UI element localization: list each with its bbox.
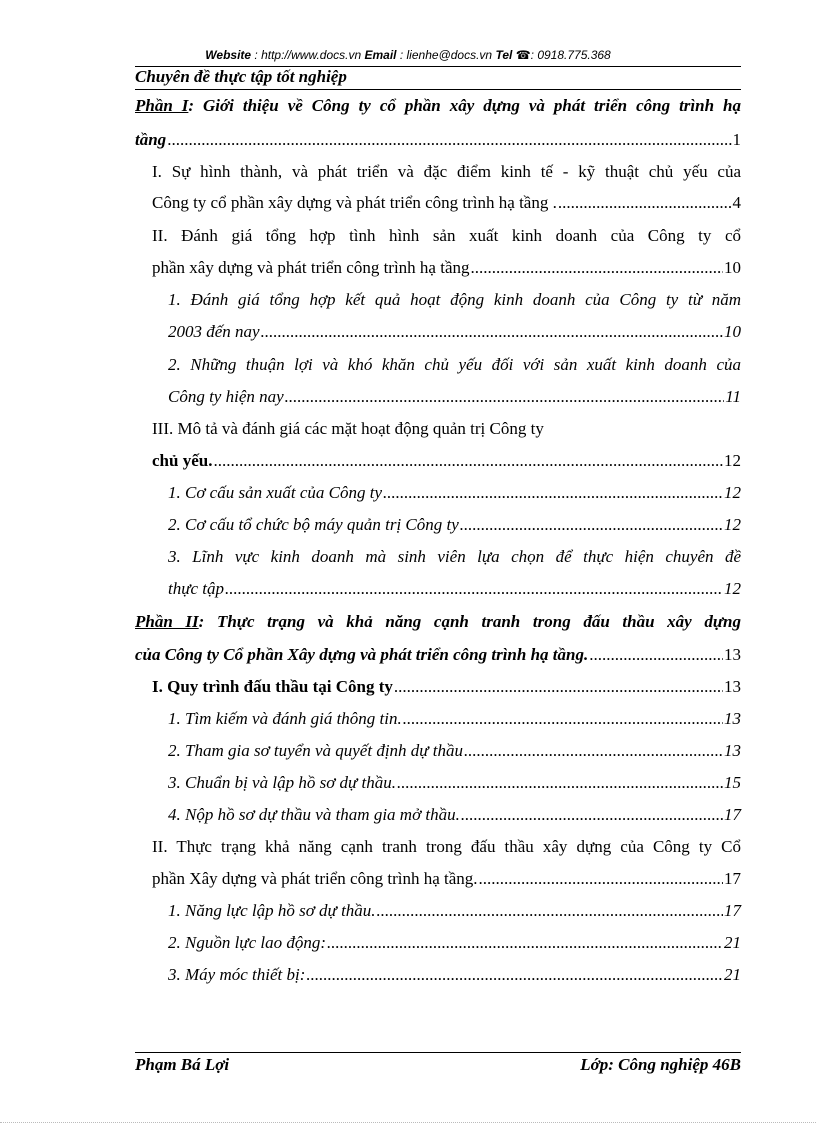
- phone-icon: ☎: [515, 48, 531, 62]
- toc-bidding-1-3[interactable]: 3. Chuẩn bị và lập hồ sơ dự thầu. ..... 15: [168, 769, 741, 797]
- tel-number: 0918.775.368: [537, 48, 611, 62]
- toc-section2-line1[interactable]: II. Đánh giá tổng hợp tình hình sản xuất kinh doanh của Công ty cổ: [152, 226, 741, 245]
- toc-section3-line1[interactable]: III. Mô tả và đánh giá các mặt hoạt động quản trị Công ty: [152, 419, 544, 438]
- toc-bidding-1-1[interactable]: 1. Tìm kiếm và đánh giá thông tin. ..... 13: [168, 705, 741, 733]
- toc-section2-2-line2[interactable]: Công ty hiện nay ..... 11: [168, 383, 741, 411]
- footer-author: Phạm Bá Lợi: [135, 1055, 230, 1074]
- header-contact-bar: Website : http://www.docs.vn Email : lienhe@docs.vn Tel ☎: 0918.775.368: [205, 48, 611, 62]
- toc-part2-line2[interactable]: của Công ty Cổ phần Xây dựng và phát triển công trình hạ tầng. ..... 13: [135, 641, 741, 669]
- toc-bidding-2-2[interactable]: 2. Nguồn lực lao động: ..... 21: [168, 929, 741, 957]
- toc-part1-line1[interactable]: Phần I: Giới thiệu về Công ty cổ phần xây dựng và phát triển công trình hạ: [135, 96, 741, 115]
- part1-prefix: Phần I: [135, 96, 189, 115]
- toc-bidding-1-2[interactable]: 2. Tham gia sơ tuyển và quyết định dự thầu ..... 13: [168, 737, 741, 765]
- toc-section2-line2[interactable]: phần xây dựng và phát triển công trình hạ tầng ..... 10: [152, 254, 741, 282]
- website-label: Website: [205, 48, 252, 62]
- toc-section3-2[interactable]: 2. Cơ cấu tổ chức bộ máy quản trị Công ty ..... 12: [168, 511, 741, 539]
- email-label: Email: [364, 48, 397, 62]
- website-link[interactable]: http://www.docs.vn: [261, 48, 362, 62]
- toc-bidding-1-4[interactable]: 4. Nộp hồ sơ dự thầu và tham gia mở thầu. ..... 17: [168, 801, 741, 829]
- toc-section3-line2[interactable]: chủ yếu. ..... 12: [152, 447, 741, 475]
- toc-section2-2-line1[interactable]: 2. Những thuận lợi và khó khăn chủ yếu đối với sản xuất kinh doanh của: [168, 355, 741, 374]
- page-number: 1: [732, 130, 741, 149]
- toc-section3-3-line1[interactable]: 3. Lĩnh vực kinh doanh mà sinh viên lựa chọn để thực hiện chuyên đề: [168, 547, 741, 566]
- toc-part2-line1[interactable]: Phần II: Thực trạng và khả năng cạnh tranh trong đấu thầu xây dựng: [135, 612, 742, 631]
- toc-bidding-2-3[interactable]: 3. Máy móc thiết bị: ..... 21: [168, 961, 741, 989]
- toc-section2-1-line2[interactable]: 2003 đến nay ..... 10: [168, 318, 741, 346]
- toc-bidding-section1[interactable]: I. Quy trình đấu thầu tại Công ty ..... 13: [152, 673, 741, 701]
- footer-class: Lớp: Công nghiệp 46B: [580, 1055, 741, 1074]
- footer-divider: [135, 1052, 741, 1053]
- toc-section1-line2[interactable]: Công ty cổ phần xây dựng và phát triển công trình hạ tầng . ..... 4: [152, 189, 741, 217]
- toc-section2-1-line1[interactable]: 1. Đánh giá tổng hợp kết quả hoạt động kinh doanh của Công ty từ năm: [168, 290, 741, 309]
- toc-bidding-section2-line2[interactable]: phần Xây dựng và phát triển công trình hạ tầng. ..... 17: [152, 865, 741, 893]
- tel-label: Tel: [495, 48, 513, 62]
- part2-prefix: Phần II: [135, 612, 199, 631]
- toc-bidding-section2-line1[interactable]: II. Thực trạng khả năng cạnh tranh trong đấu thầu xây dựng của Công ty Cổ: [152, 837, 741, 856]
- document-title: Chuyên đề thực tập tốt nghiệp: [135, 67, 347, 86]
- toc-section3-3-line2[interactable]: thực tập ..... 12: [168, 575, 741, 603]
- toc-section1-line1[interactable]: I. Sự hình thành, và phát triển và đặc điểm kinh tế - kỹ thuật chủ yếu của: [152, 162, 741, 181]
- toc-section3-1[interactable]: 1. Cơ cấu sản xuất của Công ty ..... 12: [168, 479, 741, 507]
- title-divider: [135, 89, 741, 90]
- toc-part1-line2[interactable]: tầng ..... 1: [135, 126, 741, 154]
- toc-bidding-2-1[interactable]: 1. Năng lực lập hồ sơ dự thầu. ..... 17: [168, 897, 741, 925]
- email-link[interactable]: lienhe@docs.vn: [406, 48, 493, 62]
